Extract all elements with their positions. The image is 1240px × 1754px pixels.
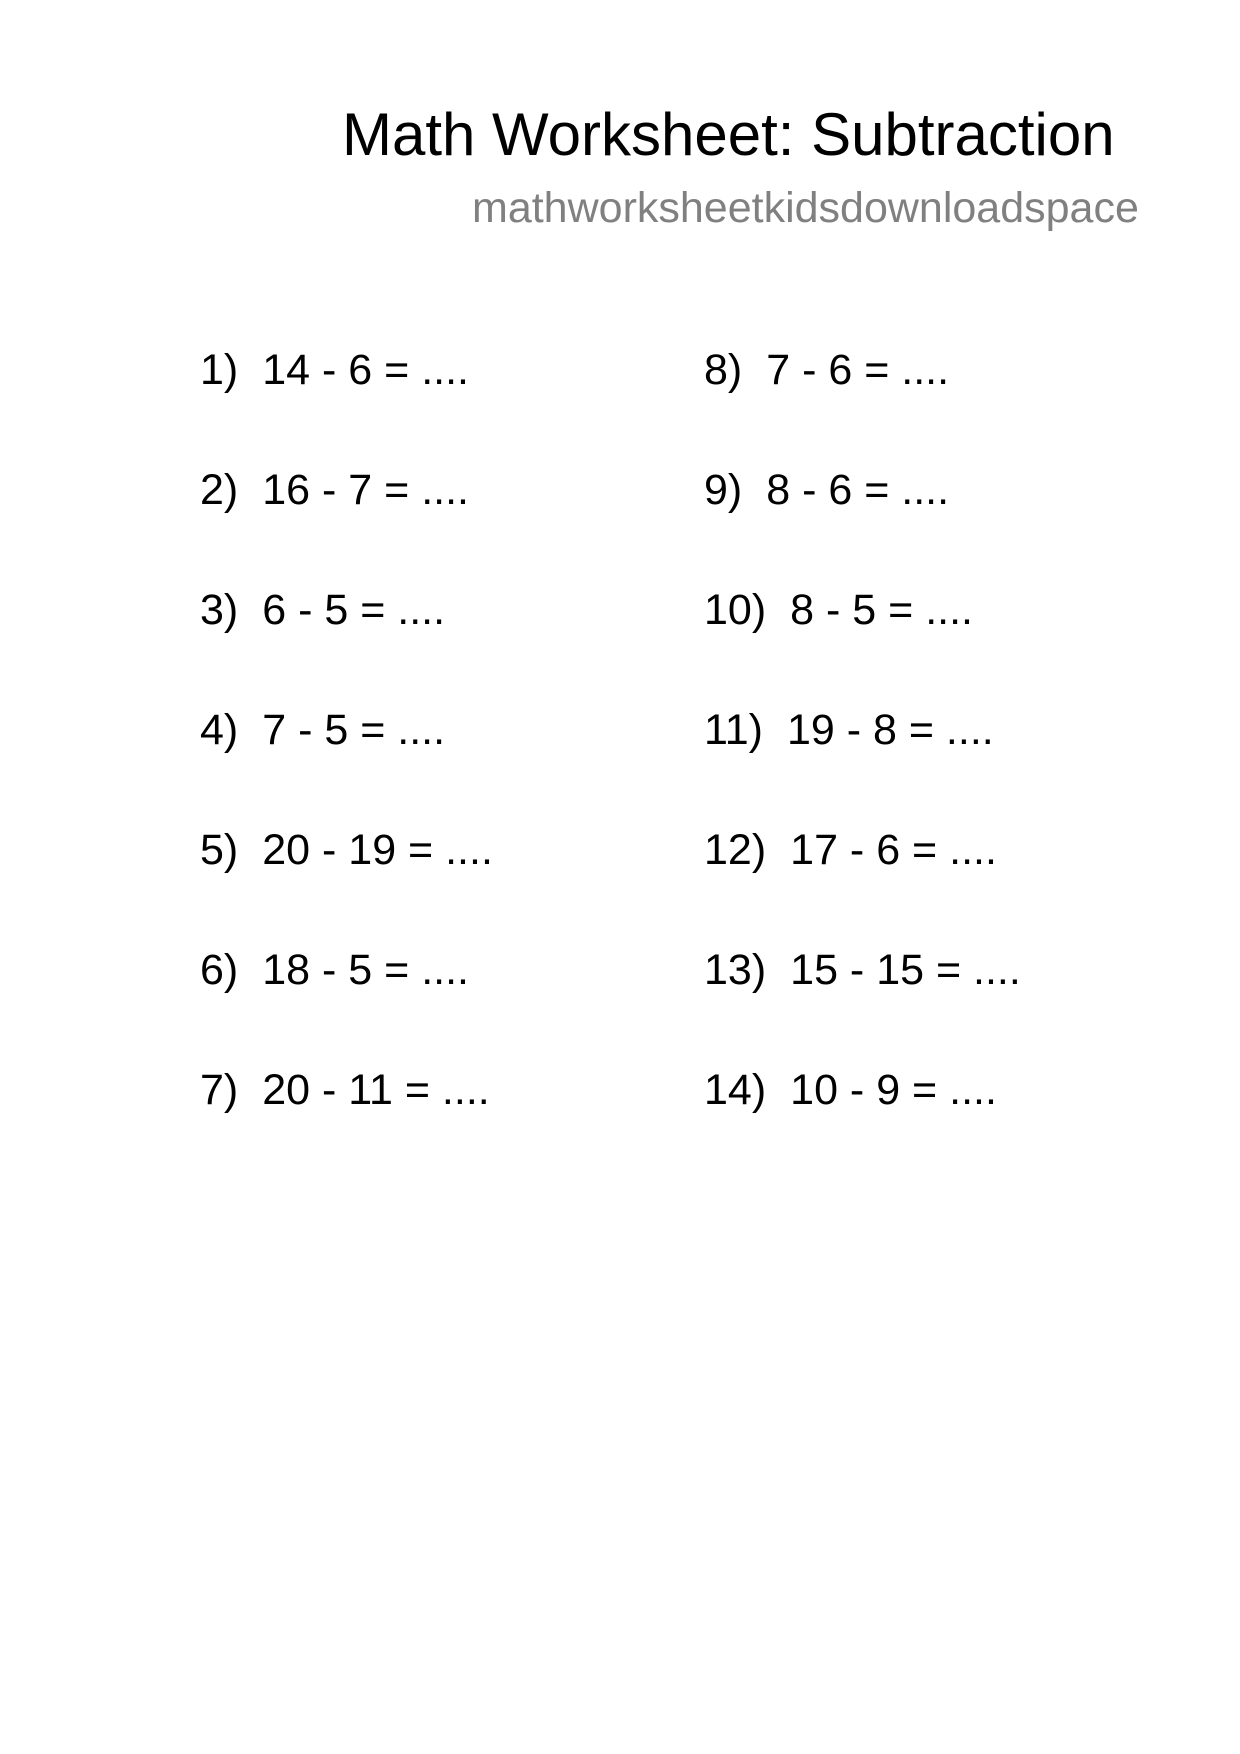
problem-number: 13) bbox=[704, 946, 767, 994]
problem-expression: 19 - 8 = .... bbox=[786, 706, 994, 754]
problem-item bbox=[704, 705, 1021, 825]
problem-item bbox=[200, 945, 493, 1065]
problem-number: 1) bbox=[200, 346, 239, 394]
problem-item bbox=[704, 585, 1021, 705]
problem-expression: 8 - 6 = .... bbox=[766, 466, 950, 514]
problem-item bbox=[704, 465, 1021, 585]
problem-number: 10) bbox=[704, 586, 767, 634]
problem-expression: 20 - 11 = .... bbox=[262, 1066, 490, 1114]
problem-column-left bbox=[200, 345, 493, 1185]
problem-number: 6) bbox=[200, 946, 239, 994]
problem-number: 3) bbox=[200, 586, 239, 634]
problem-expression: 10 - 9 = .... bbox=[790, 1066, 997, 1114]
problem-item bbox=[704, 345, 1021, 465]
problem-column-right bbox=[704, 345, 1021, 1185]
problem-expression: 17 - 6 = .... bbox=[790, 826, 997, 874]
problem-expression: 7 - 6 = .... bbox=[766, 346, 950, 394]
problem-item bbox=[200, 465, 493, 585]
problem-number: 4) bbox=[200, 706, 239, 754]
problem-expression: 16 - 7 = .... bbox=[262, 466, 469, 514]
problem-item bbox=[200, 1065, 493, 1185]
problem-number: 7) bbox=[200, 1066, 239, 1114]
problem-item bbox=[200, 345, 493, 465]
problem-expression: 20 - 19 = .... bbox=[262, 826, 493, 874]
problem-item bbox=[704, 945, 1021, 1065]
problem-item bbox=[200, 705, 493, 825]
problem-item bbox=[704, 825, 1021, 945]
problem-number: 9) bbox=[704, 466, 743, 514]
problem-expression: 14 - 6 = .... bbox=[262, 346, 469, 394]
problem-number: 8) bbox=[704, 346, 743, 394]
problem-item bbox=[200, 585, 493, 705]
problem-number: 14) bbox=[704, 1066, 767, 1114]
problem-number: 12) bbox=[704, 826, 767, 874]
page-title: Math Worksheet: Subtraction bbox=[342, 101, 1115, 168]
problem-number: 11) bbox=[704, 706, 763, 754]
page-subtitle: mathworksheetkidsdownloadspace bbox=[472, 184, 1139, 232]
problem-item bbox=[704, 1065, 1021, 1185]
problem-expression: 8 - 5 = .... bbox=[790, 586, 973, 634]
problem-number: 5) bbox=[200, 826, 239, 874]
problem-expression: 15 - 15 = .... bbox=[790, 946, 1021, 994]
problem-expression: 6 - 5 = .... bbox=[262, 586, 446, 634]
problem-expression: 7 - 5 = .... bbox=[262, 706, 446, 754]
problem-item bbox=[200, 825, 493, 945]
problem-number: 2) bbox=[200, 466, 239, 514]
problem-expression: 18 - 5 = .... bbox=[262, 946, 469, 994]
